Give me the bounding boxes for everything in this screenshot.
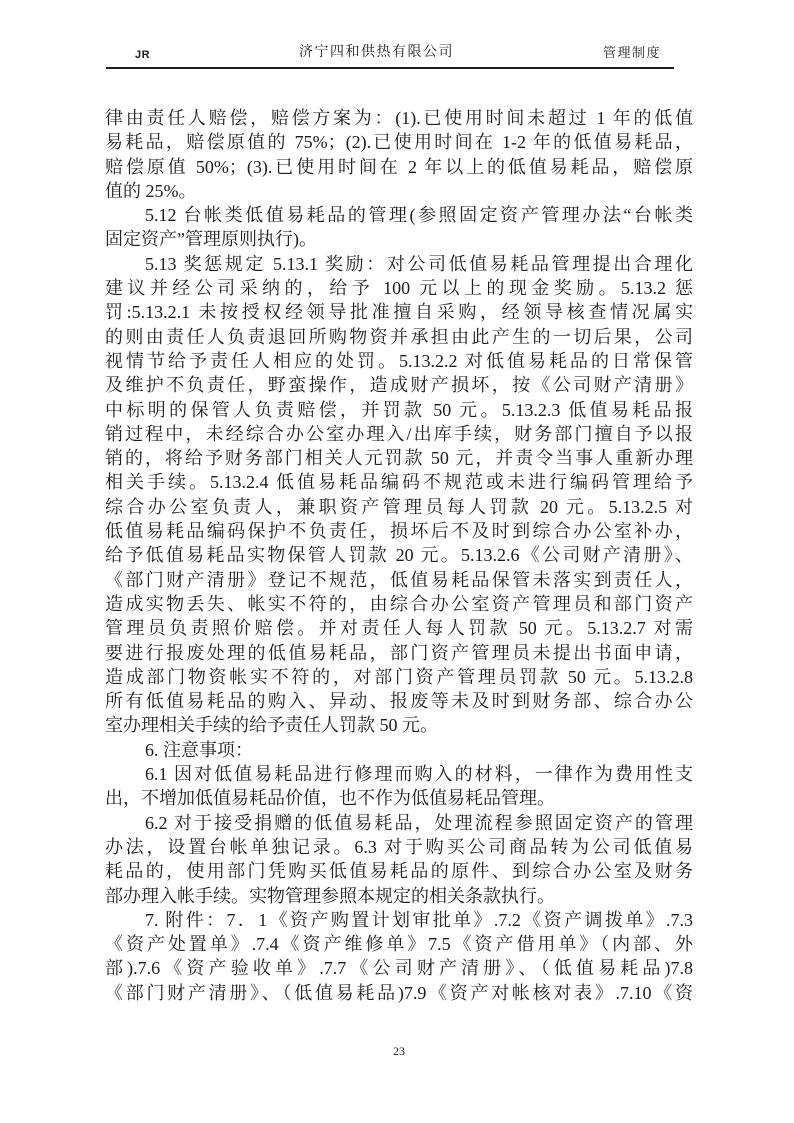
page-number: 23 [393,1044,405,1058]
company-logo: JR [135,49,151,61]
text-line: 6. 注意事项： [145,739,253,760]
text-line: 销过程中，未经综合办公室办理入/出库手续，财务部门擅自予以报 [105,423,693,444]
text-line: 罚:5.13.2.1 未按授权经领导批准擅自采购，经领导核查情况属实 [105,302,693,323]
text-line: 要进行报废处理的低值易耗品，部门资产管理员未提出书面申请， [105,642,693,663]
text-line: 综合办公室负责人，兼职资产管理员每人罚款 20 元。5.13.2.5 对 [105,496,693,517]
text-line: 所有低值易耗品的购入、异动、报废等未及时到财务部、综合办公 [105,691,693,712]
text-line: 5.13 奖惩规定 5.13.1 奖励：对公司低值易耗品管理提出合理化 [145,253,693,274]
text-line: 出，不增加低值易耗品价值，也不作为低值易耗品管理。 [105,788,555,809]
text-line: 固定资产”管理原则执行)。 [105,229,317,250]
page-header [106,34,674,69]
text-line: 室办理相关手续的给予责任人罚款 50 元。 [105,715,438,736]
text-line: 6.1 因对低值易耗品进行修理而购入的材料，一律作为费用性支 [145,764,693,785]
text-line: 销的，将给予财务部门相关人元罚款 50 元，并责令当事人重新办理 [105,448,693,469]
text-line: 造成部门物资帐实不符的，对部门资产管理员罚款 50 元。5.13.2.8 [105,666,693,687]
text-line: 给予低值易耗品实物保管人罚款 20 元。5.13.2.6《公司财产清册》、 [105,545,693,566]
document-body [105,106,693,1005]
text-line: 5.12 台帐类低值易耗品的管理(参照固定资产管理办法“台帐类 [145,205,693,226]
header-company-name: 济宁四和供热有限公司 [299,45,455,60]
text-line: 耗品的，使用部门凭购买低值易耗品的原件、到综合办公室及财务 [105,861,693,882]
page-footer [105,1044,693,1059]
text-line: 管理员负责照价赔偿。并对责任人每人罚款 50 元。5.13.2.7 对需 [105,618,693,639]
text-line: 建议并经公司采纳的，给予 100 元以上的现金奖励。5.13.2 惩 [105,278,693,299]
text-line: 视情节给予责任人相应的处罚。5.13.2.2 对低值易耗品的日常保管 [105,350,693,371]
text-line: 赔偿原值 50%；(3).已使用时间在 2 年以上的低值易耗品，赔偿原 [105,156,693,177]
text-line: 6.2 对于接受捐赠的低值易耗品，处理流程参照固定资产的管理 [145,812,693,833]
header-doc-type: 管理制度 [602,45,661,60]
text-line: 及维护不负责任，野蛮操作，造成财产损坏，按《公司财产清册》 [105,375,693,396]
text-line: 《资产处置单》.7.4《资产维修单》7.5《资产借用单》（内部、外 [105,934,693,955]
text-line: 办法，设置台帐单独记录。6.3 对于购买公司商品转为公司低值易 [105,836,693,857]
text-line: 造成实物丢失、帐实不符的，由综合办公室资产管理员和部门资产 [105,593,693,614]
text-line: 部).7.6《资产验收单》.7.7《公司财产清册》、（低值易耗品)7.8 [105,958,693,979]
text-line: 《部门财产清册》、（低值易耗品)7.9《资产对帐核对表》.7.10《资 [105,982,693,1003]
text-line: 《部门财产清册》登记不规范，低值易耗品保管未落实到责任人， [105,569,693,590]
text-line: 值的 25%。 [105,180,197,201]
text-line: 的则由责任人负责退回所购物资并承担由此产生的一切后果，公司 [105,326,693,347]
text-line: 律由责任人赔偿，赔偿方案为：(1).已使用时间未超过 1 年的低值 [105,108,693,128]
text-line: 相关手续。5.13.2.4 低值易耗品编码不规范或未进行编码管理给予 [105,472,693,493]
text-line: 易耗品，赔偿原值的 75%；(2).已使用时间在 1-2 年的低值易耗品， [105,132,693,153]
text-line: 部办理入帐手续。实物管理参照本规定的相关条款执行。 [105,885,555,906]
text-line: 中标明的保管人负责赔偿，并罚款 50 元。5.13.2.3 低值易耗品报 [105,399,693,420]
text-line: 低值易耗品编码保护不负责任，损坏后不及时到综合办公室补办， [105,521,693,542]
text-line: 7. 附件：7．1《资产购置计划审批单》.7.2《资产调拨单》.7.3 [145,909,693,930]
